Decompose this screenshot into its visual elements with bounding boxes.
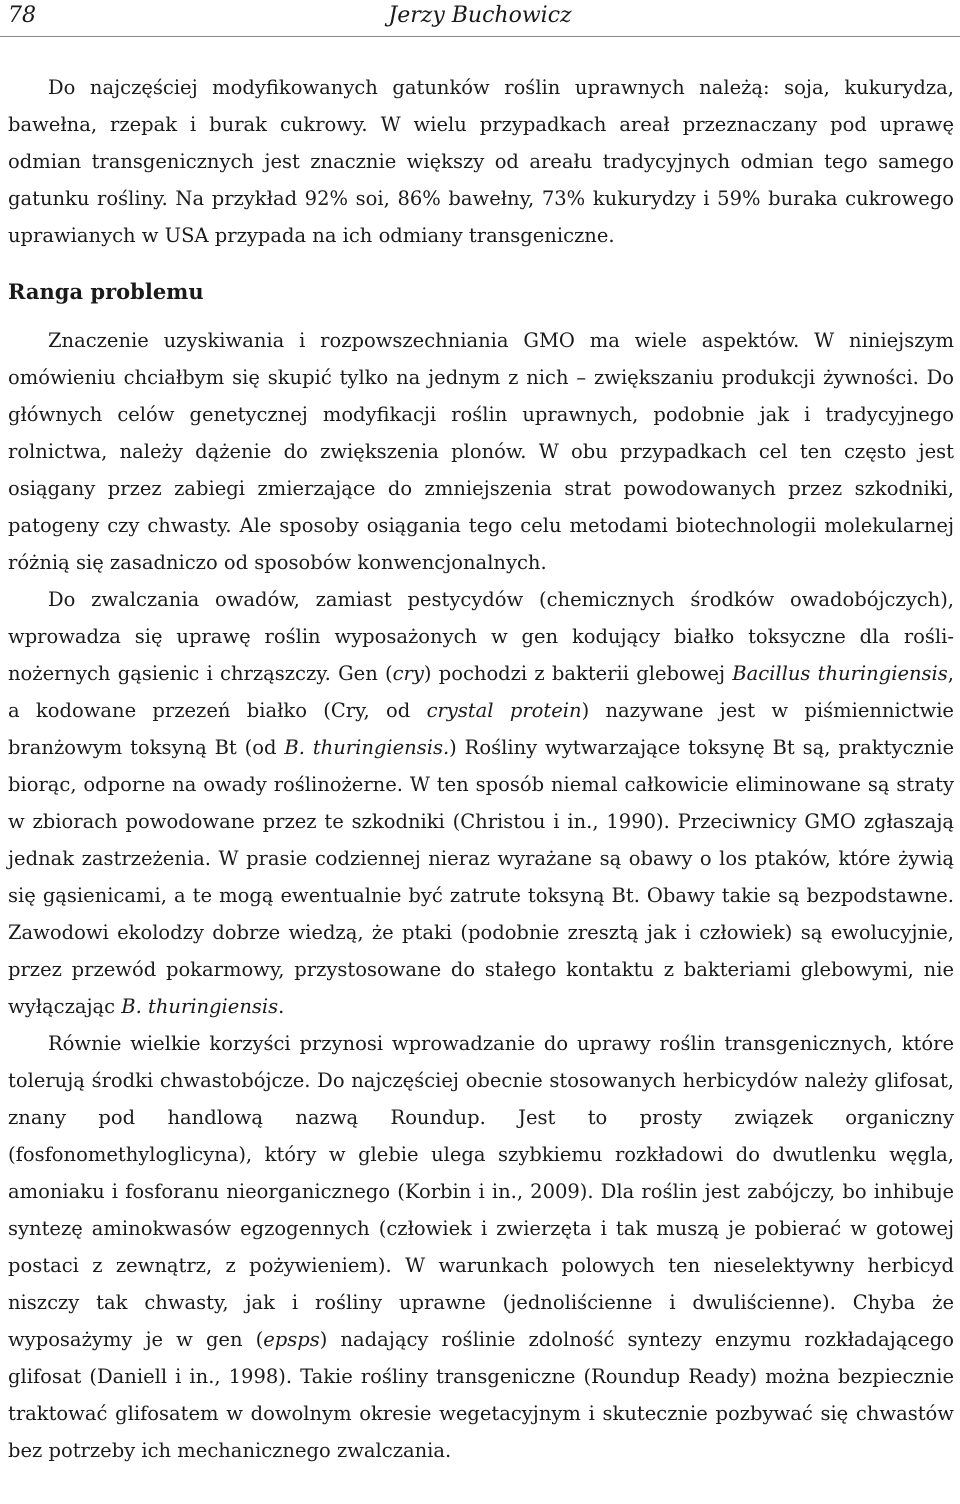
- species-name: Bacillus thuringiensis: [732, 662, 948, 685]
- section-paragraph-2: [8, 581, 954, 1025]
- text-run: Do zwalczania owadów, zamiast pestycydów (chemicznych środków owadobójczych), wprowadza się uprawę roślin wyposażonych w gen kodujący białko toksyczne dla roślinożernych gąsienic i chrząszczy. Gen (: [8, 588, 954, 685]
- text-run: .: [278, 995, 285, 1018]
- section-paragraph-3: [8, 1025, 954, 1469]
- gene-name-epsps: epsps: [263, 1328, 320, 1351]
- text-run: Równie wielkie korzyści przynosi wprowadzanie do uprawy roślin transgenicznych, które tolerują środki chwastobójcze. Do najczęściej obecnie stosowanych herbicydów należy glifosat, znany pod handlową nazwą Roundup. Jest to prosty związek organiczny (fosfonomethyloglicyna), który w glebie ulega szybkiemu rozkładowi do dwutlenku węgla, amoniaku i fosforanu nieorganicznego (Korbin i in., 2009). Dla roślin jest zabójczy, bo inhibuje syntezę aminokwasów egzogennych (człowiek i zwierzęta i tak muszą je pobierać w gotowej postaci z zewnątrz, z pożywieniem). W warunkach polowych ten nieselektywny herbicyd niszczy tak chwasty, jak i rośliny uprawne (jednoliścienne i dwuliścienne). Chyba że wyposażymy je w gen (: [8, 1032, 954, 1351]
- term-crystal-protein: crystal protein: [426, 699, 582, 722]
- gene-name-cry: cry: [392, 662, 424, 685]
- text-run: ) nazywane jest w piśmiennictwie branżowym toksyną Bt (od: [8, 699, 954, 759]
- page-header: [0, 0, 960, 37]
- species-abbrev: B. thuringiensis.: [284, 736, 450, 759]
- section-heading: Ranga problemu: [8, 279, 204, 304]
- intro-paragraph: Do najczęściej modyfikowanych gatunków roślin uprawnych należą: soja, kukurydza, bawełna, rzepak i burak cukrowy. W wielu przypadkach areał przeznaczany pod uprawę odmian transgenicznych jest znacznie większy od areału tradycyjnych odmian tego samego gatunku rośliny. Na przykład 92% soi, 86% bawełny, 73% kukurydzy i 59% buraka cukrowego uprawianych w USA przypada na ich odmiany transgeniczne.: [8, 76, 954, 247]
- species-abbrev: B. thuringiensis: [121, 995, 279, 1018]
- text-run: ) pochodzi z bakterii glebowej: [423, 662, 733, 685]
- text-run: , a kodowane przezeń białko (Cry, od: [8, 662, 954, 722]
- page-body: [8, 69, 954, 1469]
- text-run: ) nadający roślinie zdolność syntezy enzymu rozkładającego glifosat (Daniell i in., 1998). Takie rośliny transgeniczne (Roundup Ready) można bezpiecznie traktować glifosatem w dowolnym okresie wegetacyjnym i skutecznie pozbywać się chwastów bez potrzeby ich mechanicznego zwalczania.: [8, 1328, 954, 1462]
- section-paragraph-1: Znaczenie uzyskiwania i rozpowszechniania GMO ma wiele aspektów. W niniejszym omówieniu chciałbym się skupić tylko na jednym z nich – zwiększaniu produkcji żywności. Do głównych celów genetycznej modyfikacji roślin uprawnych, podobnie jak i tradycyjnego rolnictwa, należy dążenie do zwiększenia plonów. W obu przypadkach cel ten często jest osiągany przez zabiegi zmierzające do zmniejszenia strat powodowanych przez szkodniki, patogeny czy chwasty. Ale sposoby osiągania tego celu metodami biotechnologii molekularnej różnią się zasadniczo od sposobów konwencjonalnych.: [8, 329, 954, 574]
- text-run: ) Rośliny wytwarzające toksynę Bt są, praktycznie biorąc, odporne na owady roślinożerne. W ten sposób niemal całkowicie eliminowane są straty w zbiorach powodowane przez te szkodniki (Christou i in., 1990). Przeciwnicy GMO zgłaszają jednak zastrzeżenia. W prasie codziennej nieraz wyrażane są obawy o los ptaków, które żywią się gąsienicami, a te mogą ewentualnie być zatrute toksyną Bt. Obawy takie są bezpodstawne. Zawodowi ekolodzy dobrze wiedzą, że ptaki (podobnie zresztą jak i człowiek) są ewolucyjnie, przez przewód pokarmowy, przystosowane do stałego kontaktu z bakteriami glebowymi, nie wyłączając: [8, 736, 954, 1018]
- page-number: 78: [8, 3, 36, 28]
- running-head-author: Jerzy Buchowicz: [388, 3, 572, 28]
